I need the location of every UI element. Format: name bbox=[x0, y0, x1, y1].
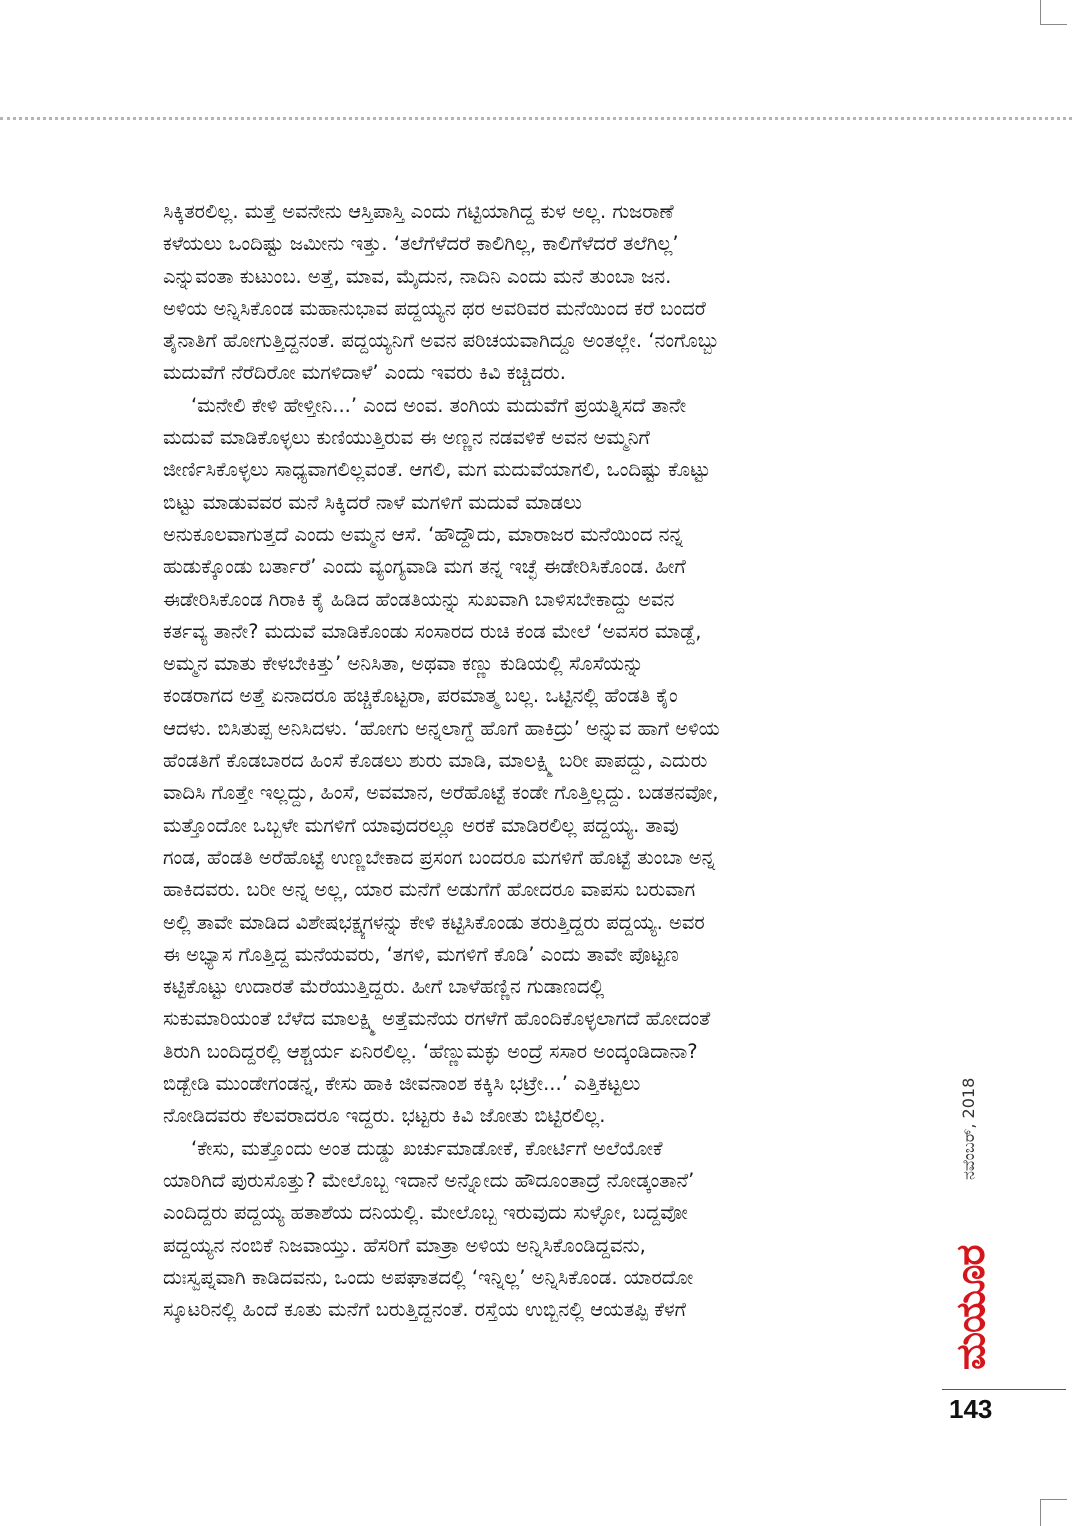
text-line: ಆದಳು. ಬಿಸಿತುಪ್ಪ ಅನಿಸಿದಳು. ‘ಹೋಗು ಅನ್ನಲಾಗ್ದೆ ಹೊಗೆ ಹಾಕಿದ್ರು’ ಅನ್ನುವ ಹಾಗೆ ಅಳಿಯ bbox=[163, 716, 720, 740]
text-line: ಹಾಕಿದವರು. ಬರೀ ಅನ್ನ ಅಲ್ಲ, ಯಾರ ಮನೆಗೆ ಅಡುಗೆಗೆ ಹೋದರೂ ವಾಪಸು ಬರುವಾಗ bbox=[163, 878, 696, 902]
text-line: ಕಂಡರಾಗದ ಅತ್ತೆ ಏನಾದರೂ ಹಚ್ಚಿಕೊಟ್ಟರಾ, ಪರಮಾತ್ಮ ಬಲ್ಲ. ಒಟ್ಟಿನಲ್ಲಿ ಹೆಂಡತಿ ಕೈಂ bbox=[163, 684, 678, 708]
crop-mark-top bbox=[1040, 0, 1067, 25]
text-line: ನೋಡಿದವರು ಕೆಲವರಾದರೂ ಇದ್ದರು. ಭಟ್ಟರು ಕಿವಿ ಜೋತು ಬಿಟ್ಟಿರಲಿಲ್ಲ. bbox=[163, 1104, 606, 1128]
text-line: ಅಲ್ಲಿ ತಾವೇ ಮಾಡಿದ ವಿಶೇಷಭಕ್ಷ್ಯಗಳನ್ನು ಕೇಳಿ ಕಟ್ಟಿಸಿಕೊಂಡು ತರುತ್ತಿದ್ದರು ಪದ್ದಯ್ಯ. ಅವರ bbox=[163, 910, 705, 934]
text-line: ತೈನಾತಿಗೆ ಹೋಗುತ್ತಿದ್ದನಂತೆ. ಪದ್ದಯ್ಯನಿಗೆ ಅವನ ಪರಿಚಯವಾಗಿದ್ದೂ ಅಂತಲ್ಲೇ. ‘ನಂಗೊಬ್ಬು bbox=[163, 329, 720, 353]
text-line: ಈಡೇರಿಸಿಕೊಂಡ ಗಿರಾಕಿ ಕೈ ಹಿಡಿದ ಹೆಂಡತಿಯನ್ನು ಸುಖವಾಗಿ ಬಾಳಿಸಬೇಕಾದ್ದು ಅವನ bbox=[163, 587, 675, 611]
text-line: ಅಮ್ಮನ ಮಾತು ಕೇಳಬೇಕಿತ್ತು’ ಅನಿಸಿತಾ, ಅಥವಾ ಕಣ್ಣು ಕುಡಿಯಲ್ಲಿ ಸೊಸೆಯನ್ನು bbox=[163, 652, 644, 676]
text-line: ಕಳೆಯಲು ಒಂದಿಷ್ಟು ಜಮೀನು ಇತ್ತು. ‘ತಲೆಗೆಳೆದರೆ ಕಾಲಿಗಿಲ್ಲ, ಕಾಲಿಗೆಳೆದರೆ ತಲೆಗಿಲ್ಲ’ bbox=[163, 232, 679, 256]
folio-rule bbox=[942, 1389, 1066, 1390]
text-line: ಬಿಟ್ಟು ಮಾಡುವವರ ಮನೆ ಸಿಕ್ಕಿದರೆ ನಾಳೆ ಮಗಳಿಗೆ ಮದುವೆ ಮಾಡಲು bbox=[163, 490, 582, 514]
text-line: ತಿರುಗಿ ಬಂದಿದ್ದರಲ್ಲಿ ಆಶ್ಚರ್ಯ ಏನಿರಲಿಲ್ಲ. ‘ಹೆಣ್ಣುಮಕ್ಳು ಅಂದ್ರೆ ಸಸಾರ ಅಂದ್ಕಂಡಿದಾನಾ? bbox=[163, 1039, 698, 1063]
text-line: ಯಾರಿಗಿದೆ ಪುರುಸೊತ್ತು? ಮೇಲೊಬ್ಬ ಇದಾನೆ ಅನ್ನೋದು ಹೌದೂಂತಾದ್ರೆ ನೋಡ್ಕಂತಾನೆ’ bbox=[163, 1168, 695, 1192]
issue-date: ನವೆಂಬರ್, 2018 bbox=[959, 1077, 978, 1180]
text-line: ಕಟ್ಟಿಕೊಟ್ಟು ಉದಾರತೆ ಮೆರೆಯುತ್ತಿದ್ದರು. ಹೀಗೆ ಬಾಳೆಹಣ್ಣಿನ ಗುಡಾಣದಲ್ಲಿ bbox=[163, 975, 605, 999]
text-line: ಮತ್ತೊಂದೋ ಒಬ್ಬಳೇ ಮಗಳಿಗೆ ಯಾವುದರಲ್ಲೂ ಅರಕೆ ಮಾಡಿರಲಿಲ್ಲ ಪದ್ದಯ್ಯ. ತಾವು bbox=[163, 813, 679, 837]
text-line: ದುಃಸ್ವಪ್ನವಾಗಿ ಕಾಡಿದವನು, ಒಂದು ಅಪಘಾತದಲ್ಲಿ ‘ಇನ್ನಿಲ್ಲ’ ಅನ್ನಿಸಿಕೊಂಡ. ಯಾರದೋ bbox=[163, 1265, 694, 1289]
text-line: ಬಿಡ್ಬೇಡಿ ಮುಂಡೇಗಂಡನ್ನ, ಕೇಸು ಹಾಕಿ ಜೀವನಾಂಶ ಕಕ್ಕಿಸಿ ಭಟ್ರೇ...’ ಎತ್ತಿಕಟ್ಟಲು bbox=[163, 1072, 641, 1096]
text-line: ಜೀರ್ಣಿಸಿಕೊಳ್ಳಲು ಸಾಧ್ಯವಾಗಲಿಲ್ಲವಂತೆ. ಆಗಲಿ, ಮಗ ಮದುವೆಯಾಗಲಿ, ಒಂದಿಷ್ಟು ಕೊಟ್ಟು bbox=[163, 458, 711, 482]
header-dotted-rule bbox=[0, 117, 1072, 120]
text-line: ಕರ್ತವ್ಯ ತಾನೇ? ಮದುವೆ ಮಾಡಿಕೊಂಡು ಸಂಸಾರದ ರುಚಿ ಕಂಡ ಮೇಲೆ ‘ಅವಸರ ಮಾಡ್ದೆ, bbox=[163, 619, 702, 643]
text-line: ಗಂಡ, ಹೆಂಡತಿ ಅರೆಹೊಟ್ಟೆ ಉಣ್ಣಬೇಕಾದ ಪ್ರಸಂಗ ಬಂದರೂ ಮಗಳಿಗೆ ಹೊಟ್ಟೆ ತುಂಬಾ ಅನ್ನ bbox=[163, 845, 716, 869]
text-line: ಎಂದಿದ್ದರು ಪದ್ದಯ್ಯ ಹತಾಶೆಯ ದನಿಯಲ್ಲಿ. ಮೇಲೊಬ್ಬ ಇರುವುದು ಸುಳ್ಳೋ, ಬದ್ದವೋ bbox=[163, 1201, 688, 1225]
text-line: ಸುಕುಮಾರಿಯಂತೆ ಬೆಳೆದ ಮಾಲಕ್ಷ್ಮಿ ಅತ್ತೆಮನೆಯ ರಗಳೆಗೆ ಹೊಂದಿಕೊಳ್ಳಲಾಗದೆ ಹೋದಂತೆ bbox=[163, 1007, 711, 1031]
text-line: ವಾದಿಸಿ ಗೊತ್ತೇ ಇಲ್ಲದ್ದು, ಹಿಂಸೆ, ಅವಮಾನ, ಅರೆಹೊಟ್ಟೆ ಕಂಡೇ ಗೊತ್ತಿಲ್ಲದ್ದು. ಬಡತನವೋ, bbox=[163, 781, 719, 805]
magazine-logo: ಮಯೂರ bbox=[948, 1245, 994, 1370]
text-line: ಎನ್ನುವಂತಾ ಕುಟುಂಬ. ಅತ್ತೆ, ಮಾವ, ಮೈದುನ, ನಾದಿನಿ ಎಂದು ಮನೆ ತುಂಬಾ ಜನ. bbox=[163, 264, 672, 288]
text-line: ಅಳಿಯ ಅನ್ನಿಸಿಕೊಂಡ ಮಹಾನುಭಾವ ಪದ್ದಯ್ಯನ ಥರ ಅವರಿವರ ಮನೆಯಿಂದ ಕರೆ ಬಂದರೆ bbox=[163, 296, 706, 320]
page-number: 143 bbox=[949, 1394, 993, 1424]
text-line: ‘ಮನೇಲಿ ಕೇಳಿ ಹೇಳ್ತೀನಿ...’ ಎಂದ ಅಂವ. ತಂಗಿಯ ಮದುವೆಗೆ ಪ್ರಯತ್ನಿಸದೆ ತಾನೇ bbox=[191, 393, 687, 417]
article-body bbox=[163, 196, 913, 1326]
text-line: ಹುಡುಕ್ಕೊಂಡು ಬರ್ತಾರೆ’ ಎಂದು ವ್ಯಂಗ್ಯವಾಡಿ ಮಗ ತನ್ನ ಇಚ್ಛೆ ಈಡೇರಿಸಿಕೊಂಡ. ಹೀಗೆ bbox=[163, 555, 686, 579]
text-line: ಈ ಅಭ್ಯಾಸ ಗೊತ್ತಿದ್ದ ಮನೆಯವರು, ‘ತಗಳಿ, ಮಗಳಿಗೆ ಕೊಡಿ’ ಎಂದು ತಾವೇ ಪೊಟ್ಟಣ bbox=[163, 942, 679, 966]
text-line: ಅನುಕೂಲವಾಗುತ್ತದೆ ಎಂದು ಅಮ್ಮನ ಆಸೆ. ‘ಹೌದ್ದೌದು, ಮಾರಾಜರ ಮನೆಯಿಂದ ನನ್ನ bbox=[163, 522, 684, 546]
text-line: ಪದ್ದಯ್ಯನ ನಂಬಿಕೆ ನಿಜವಾಯ್ತು. ಹೆಸರಿಗೆ ಮಾತ್ರಾ ಅಳಿಯ ಅನ್ನಿಸಿಕೊಂಡಿದ್ದವನು, bbox=[163, 1233, 646, 1257]
crop-mark-bottom bbox=[1040, 1499, 1067, 1526]
text-line: ಸ್ಕೂಟರಿನಲ್ಲಿ ಹಿಂದೆ ಕೂತು ಮನೆಗೆ ಬರುತ್ತಿದ್ದನಂತೆ. ರಸ್ತೆಯ ಉಬ್ಬಿನಲ್ಲಿ ಆಯತಪ್ಪಿ ಕೆಳಗೆ bbox=[163, 1298, 686, 1322]
text-line: ಮದುವೆ ಮಾಡಿಕೊಳ್ಳಲು ಕುಣಿಯುತ್ತಿರುವ ಈ ಅಣ್ಣನ ನಡವಳಿಕೆ ಅವನ ಅಮ್ಮನಿಗೆ bbox=[163, 426, 650, 450]
text-line: ಮದುವೆಗೆ ನೆರೆದಿರೋ ಮಗಳಿದಾಳೆ’ ಎಂದು ಇವರು ಕಿವಿ ಕಚ್ಚಿದರು. bbox=[163, 361, 566, 385]
text-line: ಹೆಂಡತಿಗೆ ಕೊಡಬಾರದ ಹಿಂಸೆ ಕೊಡಲು ಶುರು ಮಾಡಿ, ಮಾಲಕ್ಷ್ಮಿ ಬರೀ ಪಾಪದ್ದು, ಎದುರು bbox=[163, 749, 708, 773]
text-line: ‘ಕೇಸು, ಮತ್ತೊಂದು ಅಂತ ದುಡ್ಡು ಖರ್ಚುಮಾಡೋಕೆ, ಕೋರ್ಟಿಗೆ ಅಲೆಯೋಕೆ bbox=[191, 1136, 663, 1160]
text-line: ಸಿಕ್ಕಿತರಲಿಲ್ಲ. ಮತ್ತೆ ಅವನೇನು ಆಸ್ತಿಪಾಸ್ತಿ ಎಂದು ಗಟ್ಟಿಯಾಗಿದ್ದ ಕುಳ ಅಲ್ಲ. ಗುಜರಾಣೆ bbox=[163, 200, 674, 223]
